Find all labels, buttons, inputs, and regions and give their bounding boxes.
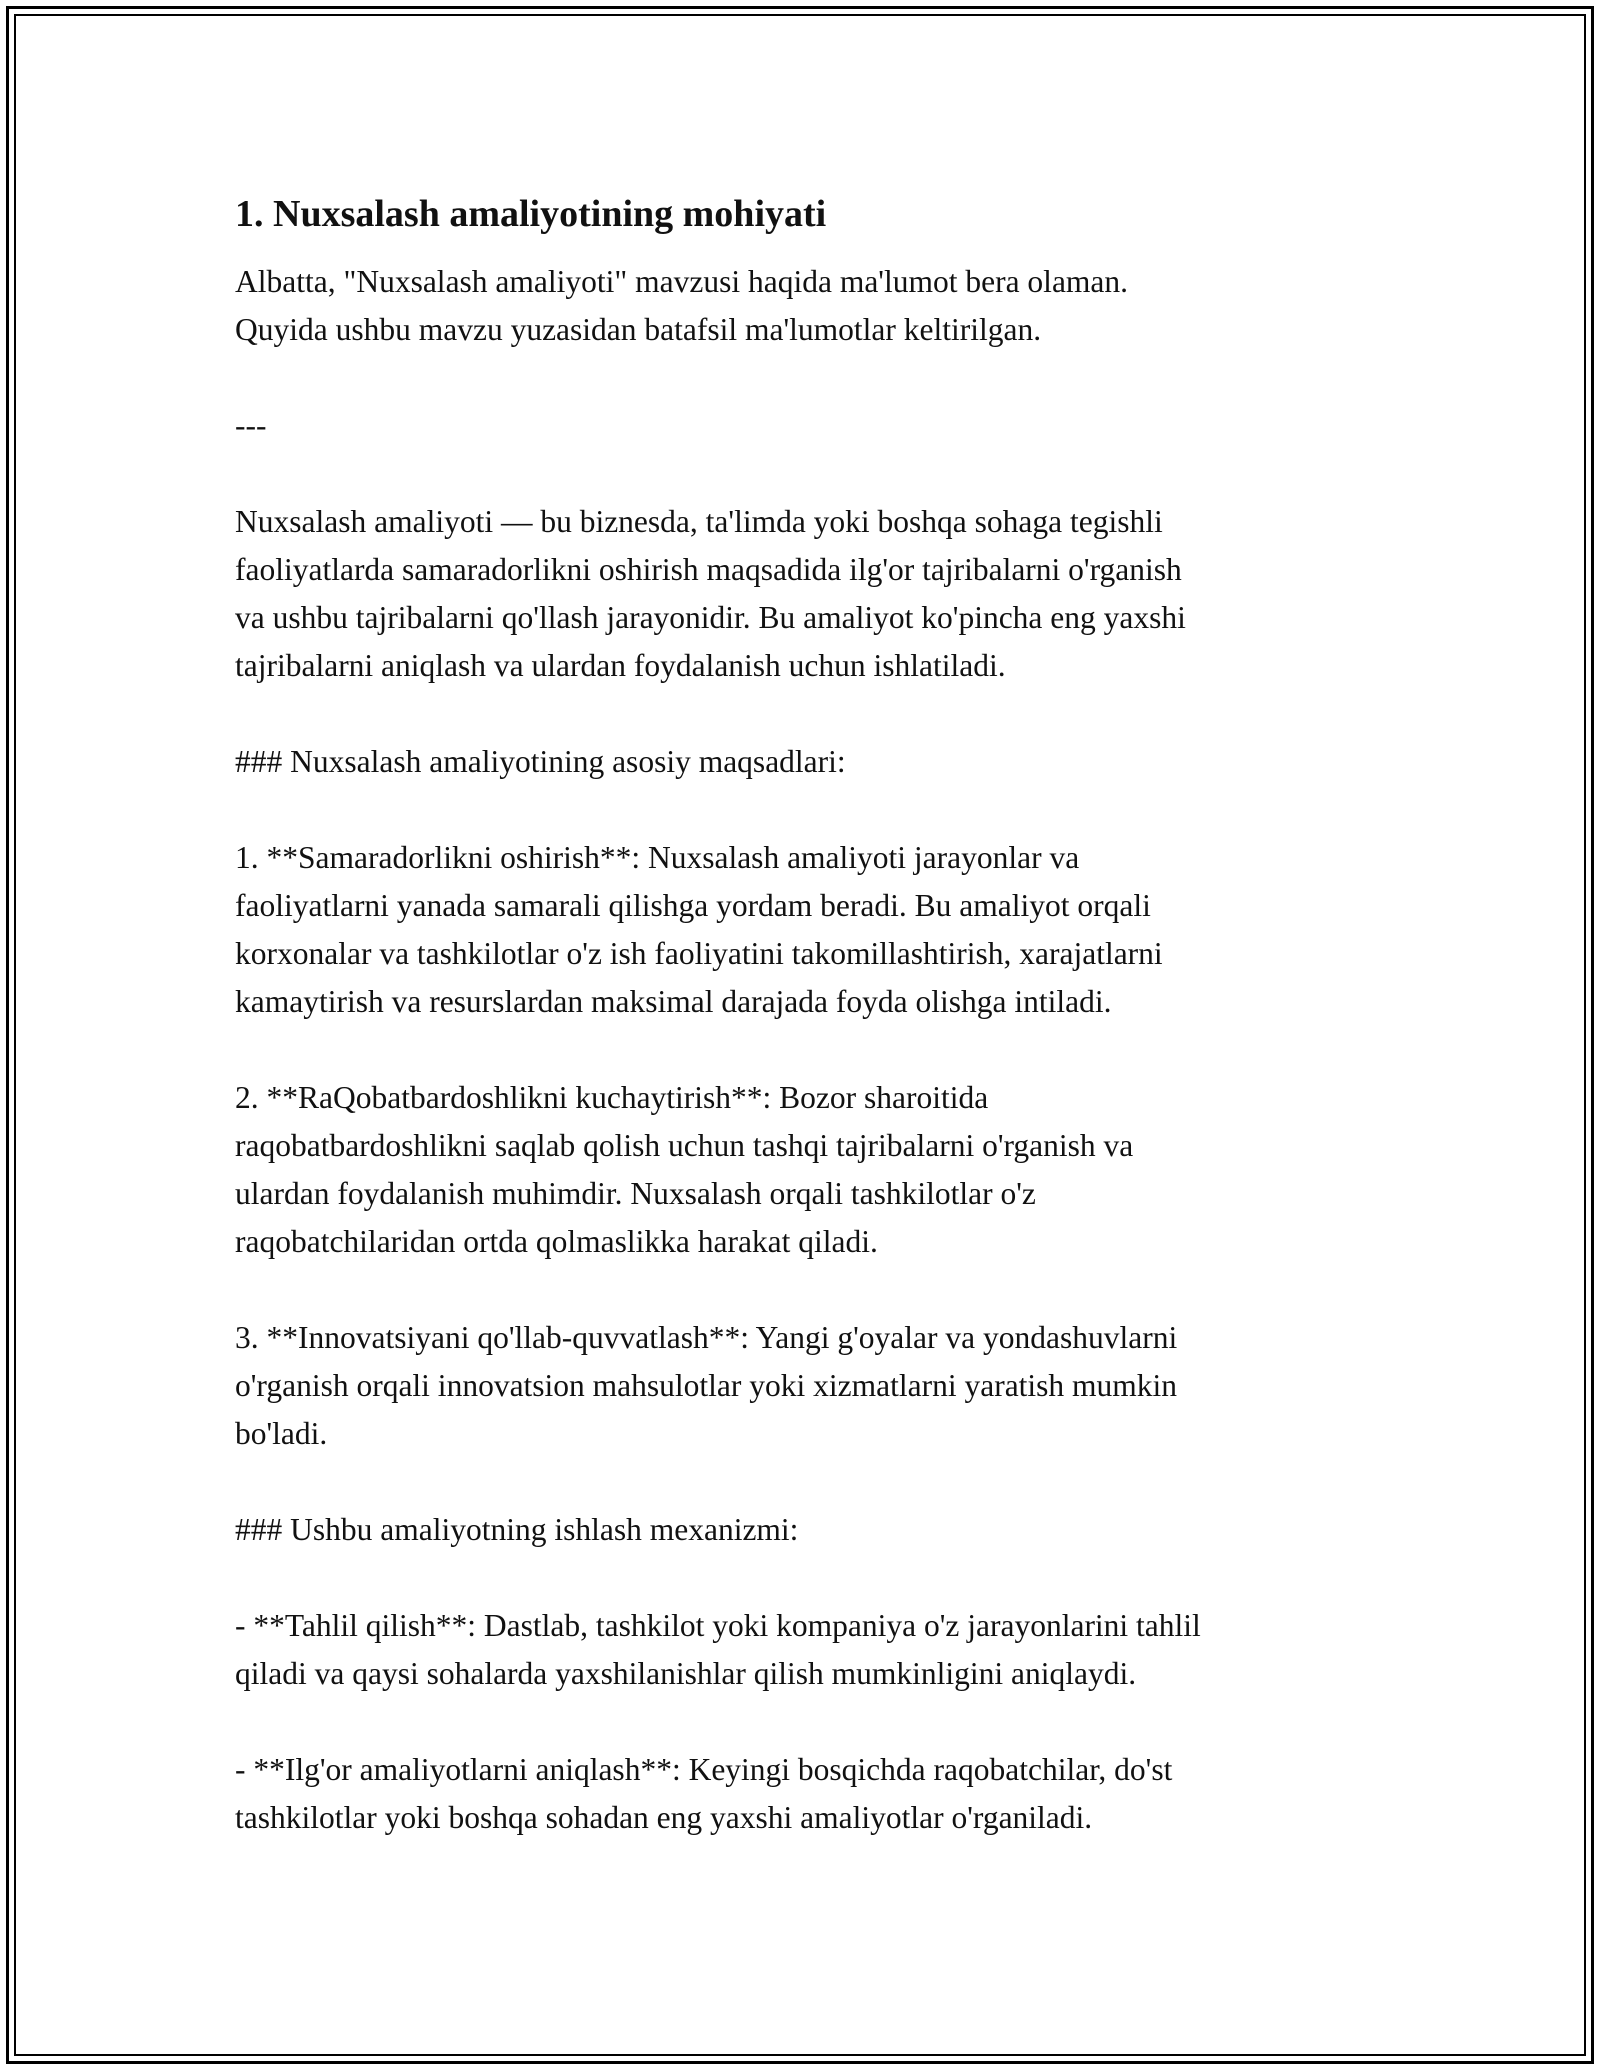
goal-item-2: 2. **RaQobatbardoshlikni kuchaytirish**: Bozor sharoitida raqobatbardoshlikni saqlab qolish uchun tashqi tajribalarni o'rganish va ulardan foydalanish muhimdir. Nuxsalash orqali tashkilotlar o'z raqobatchilaridan ortda qolmaslikka harakat qiladi.: [235, 1080, 1134, 1259]
mechanism-item-1: - **Tahlil qilish**: Dastlab, tashkilot yoki kompaniya o'z jarayonlarini tahlil qiladi va qaysi sohalarda yaxshilanishlar qilish mumkinligini aniqlaydi.: [235, 1608, 1201, 1691]
document-title: 1. Nuxsalash amaliyotining mohiyati: [235, 193, 827, 235]
definition-paragraph: Nuxsalash amaliyoti — bu biznesda, ta'limda yoki boshqa sohaga tegishli faoliyatlarda samaradorlikni oshirish maqsadida ilg'or tajribalarni o'rganish va ushbu tajribalarni qo'llash jarayonidir. Bu amaliyot ko'pincha eng yaxshi tajribalarni aniqlash va ulardan foydalanish uchun ishlatiladi.: [235, 504, 1186, 683]
section-heading-goals: ### Nuxsalash amaliyotining asosiy maqsadlari:: [235, 744, 846, 779]
goal-item-3: 3. **Innovatsiyani qo'llab-quvvatlash**: Yangi g'oyalar va yondashuvlarni o'rganish orqali innovatsion mahsulotlar yoki xizmatlarni yaratish mumkin bo'ladi.: [235, 1320, 1178, 1451]
section-heading-mechanism: ### Ushbu amaliyotning ishlash mexanizmi:: [235, 1512, 799, 1547]
mechanism-item-2: - **Ilg'or amaliyotlarni aniqlash**: Keyingi bosqichda raqobatchilar, do'st tashkilotlar yoki boshqa sohadan eng yaxshi amaliyotlar o'rganiladi.: [235, 1752, 1173, 1835]
separator-text: ---: [235, 408, 267, 443]
document-body: [235, 188, 1385, 1890]
goal-item-1: 1. **Samaradorlikni oshirish**: Nuxsalash amaliyoti jarayonlar va faoliyatlarni yanada samarali qilishga yordam beradi. Bu amaliyot orqali korxonalar va tashkilotlar o'z ish faoliyatini takomillashtirish, xarajatlarni kamaytirish va resurslardan maksimal darajada foyda olishga intiladi.: [235, 840, 1163, 1019]
intro-paragraph: Albatta, "Nuxsalash amaliyoti" mavzusi haqida ma'lumot bera olaman. Quyida ushbu mavzu yuzasidan batafsil ma'lumotlar keltirilgan.: [235, 264, 1129, 347]
